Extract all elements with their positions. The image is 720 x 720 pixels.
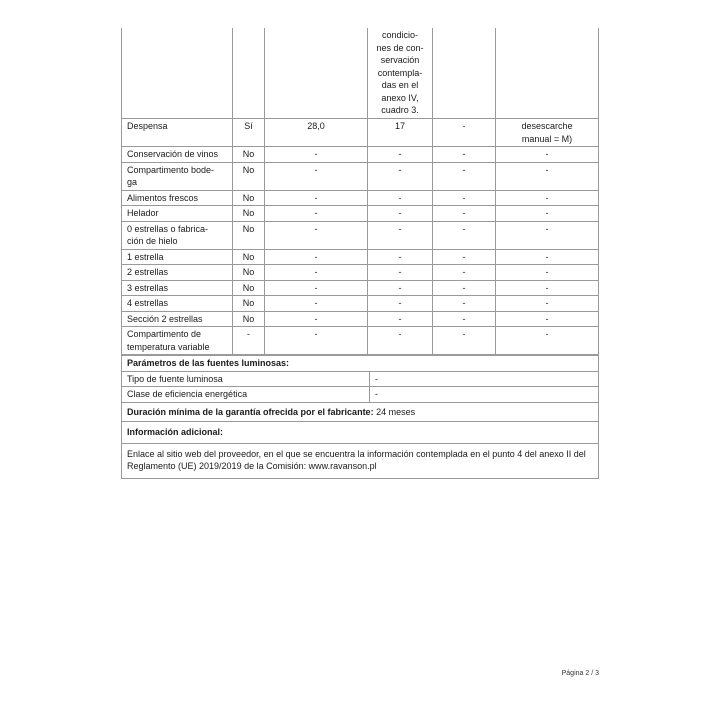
compartment-extra: - bbox=[433, 265, 496, 281]
table-row bbox=[122, 311, 599, 327]
compartment-defrost: - bbox=[496, 221, 599, 249]
document-page bbox=[121, 28, 598, 479]
compartment-flag: No bbox=[233, 206, 265, 222]
continued-text: condicio- nes de con- servación contempla- das en el anexo IV, cuadro 3. bbox=[368, 28, 433, 119]
compartment-extra: - bbox=[433, 162, 496, 190]
compartment-defrost: - bbox=[496, 190, 599, 206]
compartment-flag: No bbox=[233, 296, 265, 312]
compartment-flag: No bbox=[233, 311, 265, 327]
compartment-extra: - bbox=[433, 327, 496, 355]
compartment-temp: - bbox=[368, 190, 433, 206]
compartment-name: Compartimento de temperatura variable bbox=[122, 327, 233, 355]
compartment-temp: - bbox=[368, 265, 433, 281]
compartment-defrost: - bbox=[496, 249, 599, 265]
light-label: Clase de eficiencia energética bbox=[122, 387, 370, 403]
light-row bbox=[122, 371, 599, 387]
compartment-name: 3 estrellas bbox=[122, 280, 233, 296]
compartment-volume: - bbox=[265, 327, 368, 355]
compartment-flag: No bbox=[233, 265, 265, 281]
compartment-volume: - bbox=[265, 162, 368, 190]
compartment-defrost: - bbox=[496, 162, 599, 190]
compartment-flag: No bbox=[233, 221, 265, 249]
compartment-extra: - bbox=[433, 147, 496, 163]
compartments-table bbox=[121, 28, 599, 355]
light-row bbox=[122, 387, 599, 403]
warranty-value: 24 meses bbox=[376, 406, 416, 417]
additional-text: Enlace al sitio web del proveedor, en el que se encuentra la información contemplada en el punto 4 del anexo II del Reglamento (UE) 2019/2019 de la Comisión: www.ravanson.pl bbox=[122, 443, 599, 478]
light-value: - bbox=[370, 387, 599, 403]
compartment-volume: - bbox=[265, 221, 368, 249]
compartment-volume: - bbox=[265, 147, 368, 163]
compartment-extra: - bbox=[433, 296, 496, 312]
table-row bbox=[122, 162, 599, 190]
compartment-name: 1 estrella bbox=[122, 249, 233, 265]
compartment-name: Helador bbox=[122, 206, 233, 222]
table-row bbox=[122, 119, 599, 147]
compartment-flag: No bbox=[233, 249, 265, 265]
table-row bbox=[122, 265, 599, 281]
compartment-defrost: - bbox=[496, 327, 599, 355]
compartment-defrost: - bbox=[496, 265, 599, 281]
table-row bbox=[122, 147, 599, 163]
table-row bbox=[122, 296, 599, 312]
warranty-label: Duración mínima de la garantía ofrecida por el fabricante: bbox=[127, 406, 374, 417]
compartment-extra: - bbox=[433, 280, 496, 296]
compartment-volume: - bbox=[265, 249, 368, 265]
table-row bbox=[122, 221, 599, 249]
compartment-defrost: - bbox=[496, 206, 599, 222]
compartment-extra: - bbox=[433, 221, 496, 249]
additional-header: Información adicional: bbox=[122, 422, 599, 444]
compartment-temp: - bbox=[368, 280, 433, 296]
light-header-row bbox=[122, 356, 599, 372]
compartment-extra: - bbox=[433, 190, 496, 206]
compartment-volume: - bbox=[265, 206, 368, 222]
compartment-extra: - bbox=[433, 119, 496, 147]
compartment-flag: No bbox=[233, 147, 265, 163]
compartment-defrost: - bbox=[496, 280, 599, 296]
compartment-flag: - bbox=[233, 327, 265, 355]
table-row bbox=[122, 190, 599, 206]
compartment-flag: No bbox=[233, 162, 265, 190]
compartment-volume: - bbox=[265, 190, 368, 206]
compartment-defrost: desescarche manual = M) bbox=[496, 119, 599, 147]
continued-row bbox=[122, 28, 599, 119]
compartment-temp: 17 bbox=[368, 119, 433, 147]
compartment-flag: Sí bbox=[233, 119, 265, 147]
compartment-name: 2 estrellas bbox=[122, 265, 233, 281]
compartment-temp: - bbox=[368, 296, 433, 312]
compartment-flag: No bbox=[233, 280, 265, 296]
table-row bbox=[122, 280, 599, 296]
compartment-volume: - bbox=[265, 280, 368, 296]
compartment-name: Compartimento bode- ga bbox=[122, 162, 233, 190]
compartment-rows bbox=[122, 147, 599, 355]
table-row bbox=[122, 206, 599, 222]
compartment-defrost: - bbox=[496, 296, 599, 312]
compartment-name: Alimentos frescos bbox=[122, 190, 233, 206]
compartment-volume: - bbox=[265, 311, 368, 327]
compartment-temp: - bbox=[368, 327, 433, 355]
compartment-name: Despensa bbox=[122, 119, 233, 147]
table-row bbox=[122, 249, 599, 265]
compartment-temp: - bbox=[368, 162, 433, 190]
compartment-temp: - bbox=[368, 206, 433, 222]
compartment-flag: No bbox=[233, 190, 265, 206]
compartment-extra: - bbox=[433, 206, 496, 222]
compartment-extra: - bbox=[433, 249, 496, 265]
additional-text-row bbox=[122, 443, 599, 478]
compartment-temp: - bbox=[368, 221, 433, 249]
light-label: Tipo de fuente luminosa bbox=[122, 371, 370, 387]
compartment-volume: - bbox=[265, 265, 368, 281]
compartment-temp: - bbox=[368, 311, 433, 327]
compartment-volume: 28,0 bbox=[265, 119, 368, 147]
compartment-defrost: - bbox=[496, 147, 599, 163]
light-value: - bbox=[370, 371, 599, 387]
compartment-defrost: - bbox=[496, 311, 599, 327]
compartment-temp: - bbox=[368, 249, 433, 265]
light-table bbox=[121, 355, 599, 479]
compartment-temp: - bbox=[368, 147, 433, 163]
compartment-extra: - bbox=[433, 311, 496, 327]
compartment-volume: - bbox=[265, 296, 368, 312]
compartment-name: 0 estrellas o fabrica- ción de hielo bbox=[122, 221, 233, 249]
compartment-name: 4 estrellas bbox=[122, 296, 233, 312]
compartment-name: Conservación de vinos bbox=[122, 147, 233, 163]
page-number: Página 2 / 3 bbox=[561, 670, 599, 677]
additional-header-row bbox=[122, 422, 599, 444]
light-header: Parámetros de las fuentes luminosas: bbox=[122, 356, 599, 372]
warranty-row bbox=[122, 402, 599, 422]
compartment-name: Sección 2 estrellas bbox=[122, 311, 233, 327]
table-row bbox=[122, 327, 599, 355]
